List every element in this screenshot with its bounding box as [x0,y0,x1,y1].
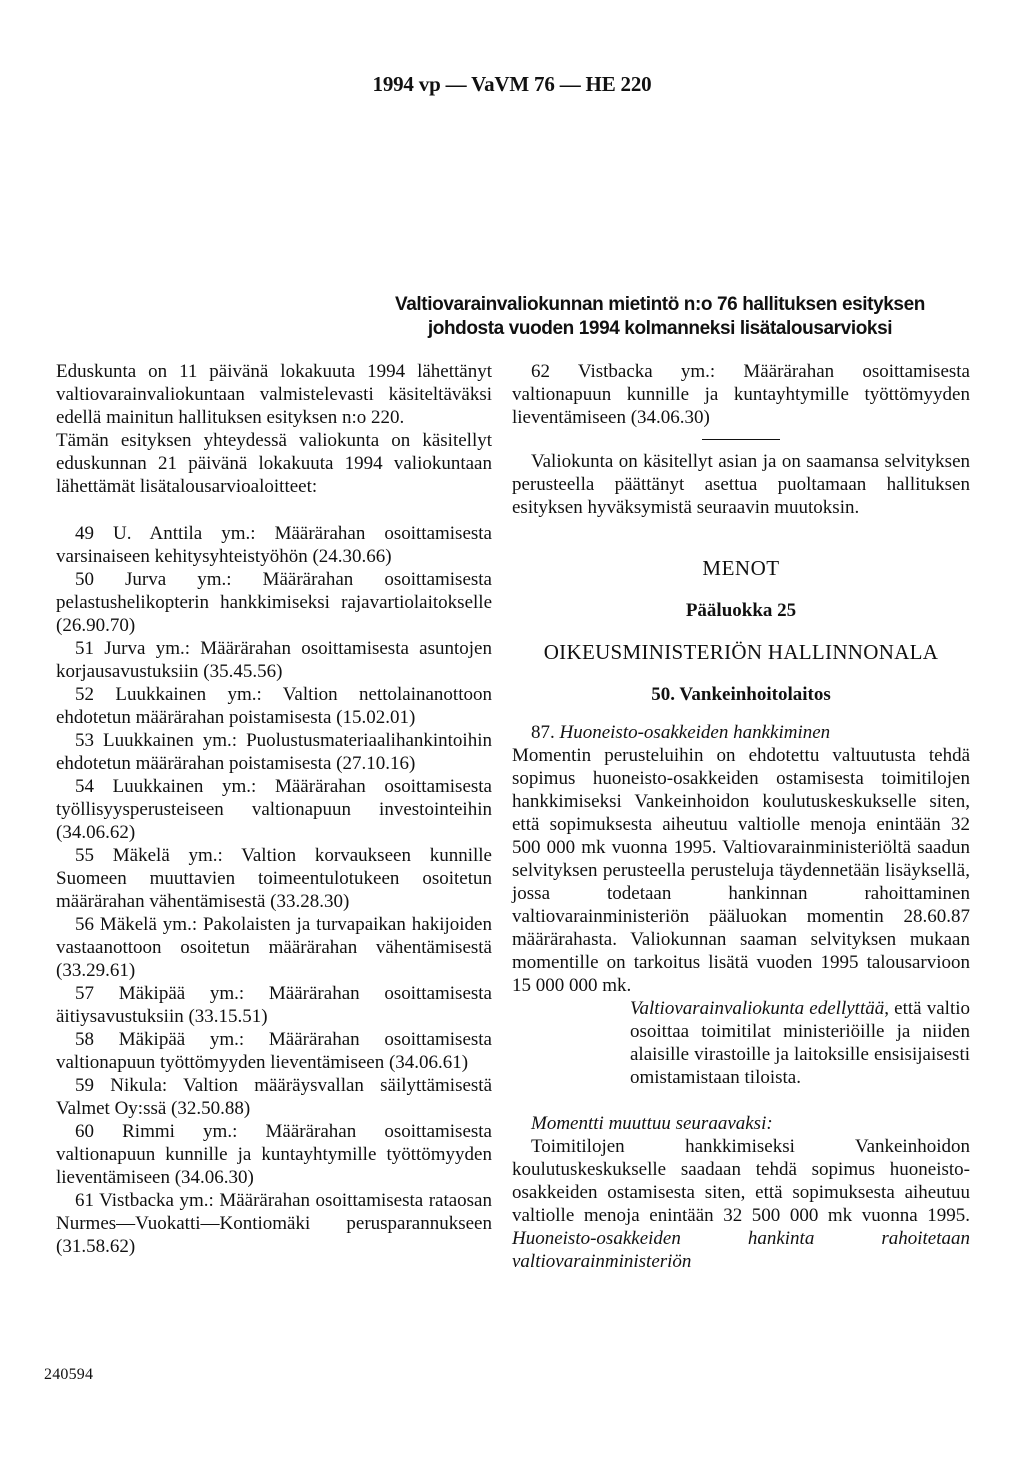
initiative-item: 50 Jurva ym.: Määrärahan osoittamisesta pelastushelikopterin hankkimiseksi rajavartiolaitokselle (26.90.70) [56,569,492,636]
initiative-item: 59 Nikula: Valtion määräysvallan säilyttämisestä Valmet Oy:ssä (32.50.88) [56,1075,492,1119]
running-header: 1994 vp — VaVM 76 — HE 220 [372,72,652,96]
document-title [330,293,990,341]
initiative-item: 61 Vistbacka ym.: Määrärahan osoittamisesta rataosan Nurmes—Vuokatti—Kontiomäki perusparannukseen (31.58.62) [56,1190,492,1257]
initiative-item: 49 U. Anttila ym.: Määrärahan osoittamisesta varsinaiseen kehitysyhteistyöhön (24.30.66) [56,523,492,567]
intro [56,360,492,498]
left-column [56,360,492,1258]
sub-title: 50. Vankeinhoitolaitos [651,684,831,705]
requirement-block [512,997,970,1089]
section-heading: MENOT [702,556,780,580]
right-column [512,360,970,1273]
initiative-item: 57 Mäkipää ym.: Määrärahan osoittamisesta äitiysavustuksiin (33.15.51) [56,983,492,1027]
initiative-item: 54 Luukkainen ym.: Määrärahan osoittamisesta työllisyysperusteiseen valtionapuun investointeihin (34.06.62) [56,776,492,843]
footer-code: 240594 [44,1366,94,1383]
initiative-item: 62 Vistbacka ym.: Määrärahan osoittamisesta valtionapuun kunnille ja kuntayhtymille työttömyyden lieventämiseen (34.06.30) [512,361,970,428]
moment-body: Momentin perusteluihin on ehdotettu valtuutusta tehdä sopimus huoneisto-osakkeiden ostamisesta toimitilojen hankkimiseksi Vankeinhoidon koulutuskeskukselle siten, että sopimuksesta aiheutuu valtiolle menoja enintään 32 500 000 mk vuonna 1995. Valtiovarainministeriöltä saadun selvityksen perusteella perusteluja täydennetään lisäyksellä, jossa todetaan hankinnan rahoittaminen valtiovarainministeriön pääluokan momentin 28.60.87 määrärahasta. Valiokunnan saaman selvityksen mukaan momentille on tarkoitus lisätä vuoden 1995 talousarvioon 15 000 000 mk. [512,745,970,996]
initiative-list [56,522,492,1258]
requirement-text [630,997,970,1089]
intro-paragraph-1: Eduskunta on 11 päivänä lokakuuta 1994 lähettänyt valtiovarainvaliokuntaan valmistelevasti käsiteltäväksi edellä mainitun hallituksen esityksen n:o 220. [56,361,492,428]
initiative-item: 56 Mäkelä ym.: Pakolaisten ja turvapaikan hakijoiden vastaanottoon osoitetun määrärahan vähentämisestä (33.29.61) [56,914,492,981]
main-title: Pääluokka 25 [685,600,797,621]
moment-number: 87. [531,722,555,743]
initiative-item: 60 Rimmi ym.: Määrärahan osoittamisesta valtionapuun kunnille ja kuntayhtymille työttömyyden lieventämiseen (34.06.30) [56,1121,492,1188]
moment-heading [512,721,970,744]
requirement-italic: Valtiovarainvaliokunta edellyttää [630,998,885,1019]
change-text-regular: Toimitilojen hankkimiseksi Vankeinhoidon koulutuskeskukselle saadaan tehdä sopimus huoneisto-osakkeiden ostamisesta siten, että sopimuksesta aiheutuu valtiolle menoja enintään 32 500 000 mk vuonna 1995. [512,1136,970,1226]
initiative-item: 52 Luukkainen ym.: Valtion nettolainanottoon ehdotetun määrärahan poistamisesta (15.02.01) [56,684,492,728]
requirement-rest: , että valtio osoittaa toimitilat ministeriöille ja niiden alaisille virastoille ja laitoksille ensisijaisesti omistamistaan tiloista. [630,998,971,1088]
initiative-item: 51 Jurva ym.: Määrärahan osoittamisesta asuntojen korjausavustuksiin (35.45.56) [56,638,492,682]
initiative-item: 53 Luukkainen ym.: Puolustusmateriaalihankintoihin ehdotetun määrärahan poistamisesta (27.10.16) [56,730,492,774]
title-line-2: johdosta vuoden 1994 kolmanneksi lisätalousarvioksi [427,318,893,339]
initiative-item: 58 Mäkipää ym.: Määrärahan osoittamisesta valtionapuun työttömyyden lieventämiseen (34.06.61) [56,1029,492,1073]
divider [702,439,780,440]
initiative-item: 55 Mäkelä ym.: Valtion korvaukseen kunnille Suomeen muuttavien toimeentulotukeen osoitetun määrärahan vähentämisestä (33.28.30) [56,845,492,912]
change-label: Momentti muuttuu seuraavaksi: [531,1113,773,1134]
committee-decision: Valiokunta on käsitellyt asian ja on saamansa selvityksen perusteella päättänyt asettua puoltamaan hallituksen esityksen hyväksymistä seuraavin muutoksin. [512,451,970,518]
ministry-heading: OIKEUSMINISTERIÖN HALLINNONALA [543,640,939,664]
moment-title: Huoneisto-osakkeiden hankkiminen [559,722,831,743]
intro-paragraph-2: Tämän esityksen yhteydessä valiokunta on käsitellyt eduskunnan 21 päivänä lokakuuta 1994 valiokuntaan lähettämät lisätalousarvioaloitteet: [56,430,492,497]
change-text-italic: Huoneisto-osakkeiden hankinta rahoitetaan valtiovarainministeriön [512,1228,970,1272]
title-line-1: Valtiovarainvaliokunnan mietintö n:o 76 hallituksen esityksen [395,294,925,315]
change-text [512,1135,970,1273]
